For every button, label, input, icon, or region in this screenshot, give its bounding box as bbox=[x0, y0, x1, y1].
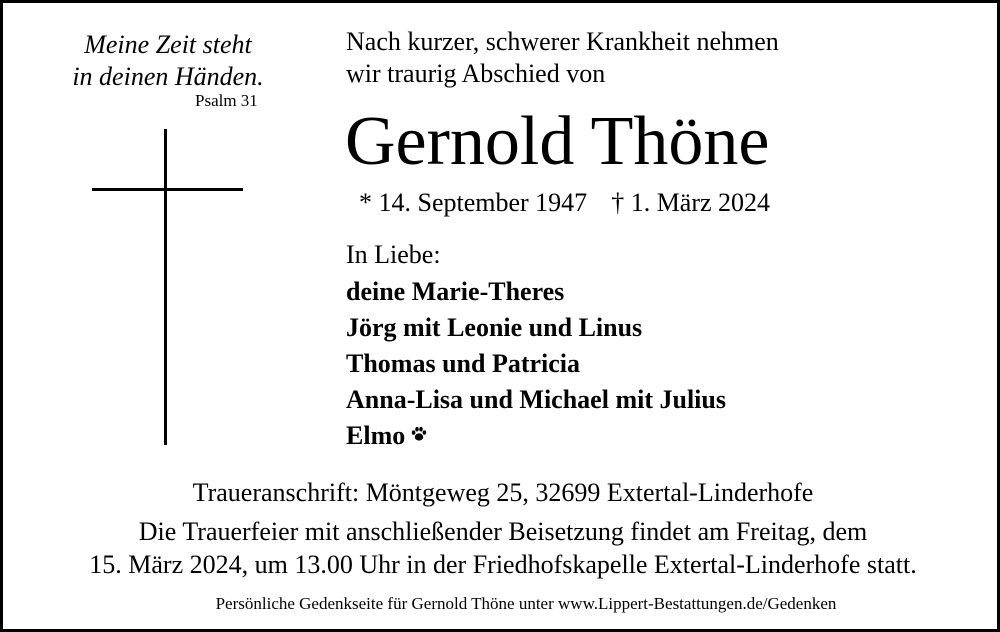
mourners-heading: In Liebe: bbox=[346, 240, 441, 269]
mourner-name: Anna-Lisa und Michael mit Julius bbox=[346, 385, 726, 414]
mourner-name: Thomas und Patricia bbox=[346, 349, 581, 378]
cross-icon-horizontal bbox=[92, 188, 243, 191]
deceased-name: Gernold Thöne bbox=[345, 103, 770, 180]
intro-line-1: Nach kurzer, schwerer Krankheit nehmen bbox=[346, 27, 779, 56]
mourning-address: Traueranschrift: Möntgeweg 25, 32699 Extertal-Linderhofe bbox=[192, 478, 814, 507]
intro-line-2: wir traurig Abschied von bbox=[346, 59, 606, 88]
verse-line-2: in deinen Händen. bbox=[72, 62, 264, 91]
verse-source: Psalm 31 bbox=[195, 91, 258, 110]
paw-print-icon bbox=[411, 426, 427, 442]
mourner-name: Elmo bbox=[346, 421, 406, 450]
funeral-info-line-1: Die Trauerfeier mit anschließender Beisetzung findet am Freitag, dem bbox=[138, 517, 868, 546]
memorial-page-footer: Persönliche Gedenkseite für Gernold Thöne unter www.Lippert-Bestattungen.de/Gedenken bbox=[215, 594, 837, 613]
mourner-pet bbox=[346, 423, 427, 449]
mourner-name: deine Marie-Theres bbox=[346, 277, 565, 306]
cross-icon-vertical bbox=[164, 129, 167, 445]
verse-line-1: Meine Zeit steht bbox=[84, 30, 252, 59]
mourner-name: Jörg mit Leonie und Linus bbox=[346, 313, 643, 342]
life-dates bbox=[359, 190, 770, 216]
funeral-info-line-2: 15. März 2024, um 13.00 Uhr in der Friedhofskapelle Extertal-Linderhofe statt. bbox=[89, 550, 917, 579]
death-date: † 1. März 2024 bbox=[611, 188, 771, 217]
birth-date: * 14. September 1947 bbox=[359, 188, 588, 217]
